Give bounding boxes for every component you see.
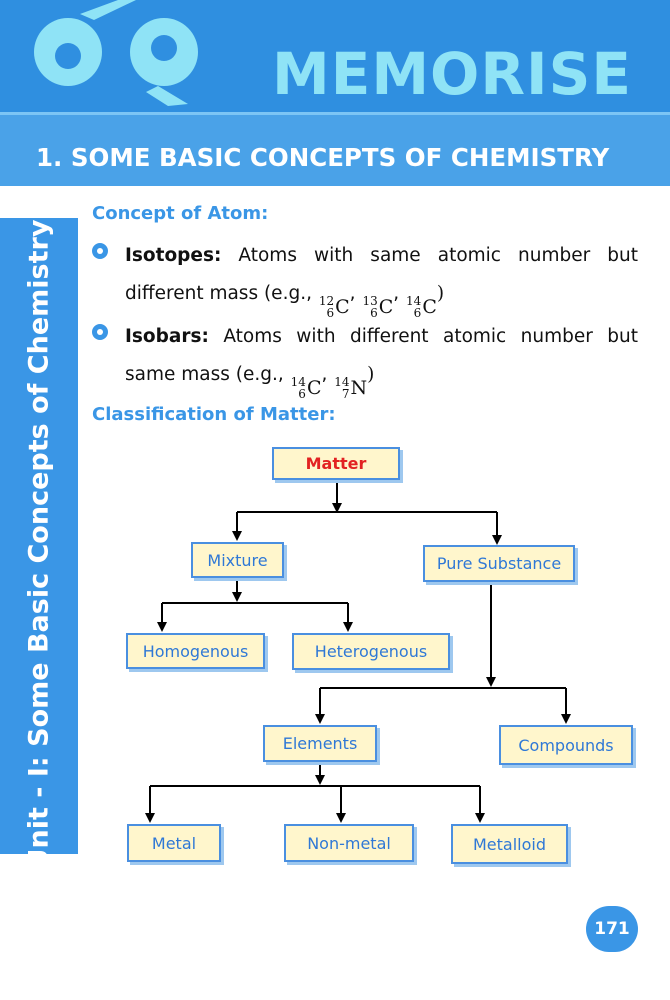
node-elements: Elements [263, 725, 377, 762]
isotopes-description: Atoms with same atomic number but different mass (e.g., [125, 245, 638, 304]
node-heterogenous: Heterogenous [292, 633, 450, 670]
isobars-bullet [92, 318, 638, 407]
bullet-icon [92, 243, 108, 259]
brand-title: MEMORISE [272, 40, 632, 108]
classification-heading: Classification of Matter: [92, 404, 336, 425]
bullet-icon [92, 324, 108, 340]
isotopes-text: Isotopes: Atoms with same atomic number but different mass (e.g., 12 6 C , 13 6 C , 14 6 C ) [125, 237, 638, 326]
node-pure-substance: Pure Substance [423, 545, 575, 582]
page-header [0, 0, 670, 112]
node-metal: Metal [127, 824, 221, 862]
node-compounds: Compounds [499, 725, 633, 765]
logo-icon [18, 0, 218, 108]
node-mixture: Mixture [191, 542, 284, 578]
unit-side-label: Unit - I: Some Basic Concepts of Chemistry [23, 219, 55, 871]
isotopes-bullet [92, 237, 638, 326]
isobars-text: Isobars: Atoms with different atomic number but same mass (e.g., 14 6 C , 14 7 N ) [125, 318, 638, 407]
nuclide: 13 6 C [362, 294, 394, 320]
isobars-description: Atoms with different atomic number but same mass (e.g., [125, 326, 638, 385]
chapter-title: 1. SOME BASIC CONCEPTS OF CHEMISTRY [36, 143, 610, 172]
page-number-badge: 171 [586, 906, 638, 952]
nuclide: 14 6 C [290, 375, 322, 401]
isotopes-term: Isotopes: [125, 245, 222, 266]
chapter-bar [0, 112, 670, 186]
isobars-term: Isobars: [125, 326, 209, 347]
nuclide: 12 6 C [318, 294, 350, 320]
node-non-metal: Non-metal [284, 824, 414, 862]
node-homogenous: Homogenous [126, 633, 265, 669]
nuclide: 14 7 N [334, 375, 368, 401]
node-metalloid: Metalloid [451, 824, 568, 864]
concept-heading: Concept of Atom: [92, 203, 269, 224]
nuclide: 14 6 C [406, 294, 437, 320]
node-matter: Matter [272, 447, 400, 480]
